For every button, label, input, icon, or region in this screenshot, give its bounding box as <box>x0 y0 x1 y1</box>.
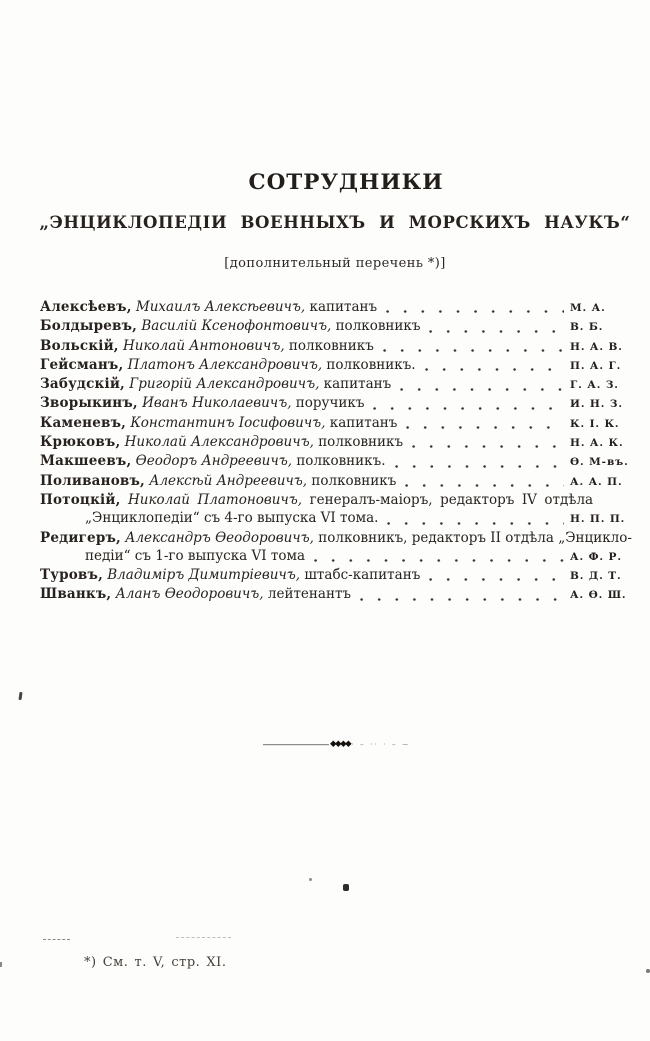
contributor-initials: Ѳ. М-въ. <box>570 456 629 469</box>
contributor-rank: капитанъ <box>323 376 392 393</box>
contributor-given-name: Иванъ Николаевичъ, <box>142 395 292 412</box>
contributor-surname: Зворыкинъ, <box>40 395 138 412</box>
contributor-initials: И. Н. З. <box>570 398 623 411</box>
contributor-entry-text <box>40 414 397 432</box>
contributor-rank: поручикъ <box>295 395 365 412</box>
contributor-rank: полковникъ, редакторъ II отдѣла „Энцикло- <box>318 529 632 546</box>
dot-leader <box>429 566 564 585</box>
contributor-entry-text <box>40 472 396 490</box>
footnote-rule-fragment <box>176 937 231 938</box>
contributor-given-name: Василій Ксенофонтовичъ, <box>141 318 332 335</box>
contributor-initials: В. Д. Т. <box>570 570 622 583</box>
contributor-surname: Крюковъ, <box>40 434 121 451</box>
contributor-row <box>40 452 632 471</box>
contributor-given-name: Николай Платоновичъ, <box>128 491 303 508</box>
contributor-initials: А. Ѳ. Ш. <box>570 589 627 602</box>
contributor-entry-text <box>40 317 420 335</box>
contributor-initials: К. І. К. <box>570 417 620 430</box>
contributor-initials: Н. А. В. <box>570 340 623 353</box>
contributor-surname: Алексѣевъ, <box>40 299 132 315</box>
contributor-given-name: Николай Антоновичъ, <box>123 337 285 354</box>
contributor-entry-text <box>40 529 632 547</box>
dot-leader <box>406 414 564 433</box>
contributor-surname: Болдыревъ, <box>40 318 138 335</box>
contributor-surname: Туровъ, <box>40 567 103 584</box>
contributor-given-name: Платонъ Александровичъ, <box>127 356 323 373</box>
contributor-rank: капитанъ <box>329 414 398 431</box>
contributor-entry-text <box>40 298 377 316</box>
contributor-surname: Потоцкій, <box>40 491 121 508</box>
page-subtitle: „ЭНЦИКЛОПЕДІИ ВОЕННЫХЪ И МОРСКИХЪ НАУКЪ“ <box>39 213 631 232</box>
contributor-given-name: Константинъ Іосифовичъ, <box>130 414 326 431</box>
contributor-list <box>40 298 632 605</box>
contributor-given-name: Григорій Александровичъ, <box>129 376 320 393</box>
contributor-entry-text <box>40 491 593 509</box>
dot-leader <box>412 433 564 452</box>
contributor-entry-text <box>85 509 378 527</box>
dot-leader <box>383 337 564 356</box>
dot-leader <box>386 298 564 317</box>
contributor-surname: Редигеръ, <box>40 529 121 546</box>
contributor-initials: Г. А. З. <box>570 379 619 392</box>
contributor-given-name: Алексѣй Андреевичъ, <box>149 472 308 489</box>
supplementary-list-note: [дополнительный перечень *)] <box>224 256 446 271</box>
contributor-surname: Вольскій, <box>40 337 119 354</box>
footnote: *) См. т. V, стр. XI. <box>84 955 227 970</box>
scan-speck <box>343 884 349 891</box>
contributor-row <box>40 375 632 394</box>
contributor-entry-text <box>40 356 416 374</box>
dot-leader <box>360 585 564 604</box>
contributor-entry-wrap: педіи“ съ 1-го выпуска VI тома <box>85 547 306 564</box>
dot-leader <box>400 375 564 394</box>
contributor-entry-text <box>40 452 386 470</box>
contributor-row <box>40 337 632 356</box>
dot-leader <box>373 394 564 413</box>
contributor-row <box>40 433 632 452</box>
contributor-entry-text <box>40 585 351 603</box>
contributor-rank: полковникъ <box>288 337 374 354</box>
contributor-initials: А. А. П. <box>570 475 623 488</box>
contributor-row <box>40 566 632 585</box>
contributor-surname: Забудскій, <box>40 376 125 393</box>
contributor-surname: Макшеевъ, <box>40 453 132 470</box>
contributor-rank: полковникъ. <box>326 356 416 373</box>
contributor-rank: лейтенантъ <box>267 586 351 603</box>
contributor-given-name: Михаилъ Алексѣевичъ, <box>135 299 306 315</box>
contributor-rank: полковникъ <box>335 318 421 335</box>
contributor-row <box>40 491 632 509</box>
dot-leader <box>314 547 564 566</box>
dot-leader <box>425 356 564 375</box>
contributor-entry-text <box>40 394 364 412</box>
contributor-row <box>40 317 632 336</box>
page-title: СОТРУДНИКИ <box>248 170 444 195</box>
contributor-given-name: Ѳеодоръ Андреевичъ, <box>135 453 293 470</box>
contributor-rank: полковникъ <box>311 472 397 489</box>
contributor-entry-text <box>85 547 305 565</box>
contributor-row <box>40 585 632 604</box>
contributor-surname: Шванкъ, <box>40 586 112 603</box>
contributor-given-name: Александръ Ѳеодоровичъ, <box>125 529 314 546</box>
dot-leader <box>405 472 564 491</box>
contributor-given-name: Николай Александровичъ, <box>124 434 314 451</box>
contributor-initials: П. А. Г. <box>570 359 622 372</box>
contributor-entry-text <box>40 566 420 584</box>
contributor-row <box>40 529 632 547</box>
contributor-initials: В. Б. <box>570 321 604 334</box>
contributor-row <box>40 472 632 491</box>
contributor-rank: полковникъ. <box>296 453 386 470</box>
scan-speck <box>646 969 650 973</box>
contributor-entry-wrap: „Энциклопедіи“ съ 4-го выпуска VI тома. <box>85 510 379 527</box>
contributor-rank: генералъ-маіоръ, редакторъ IV отдѣла <box>309 491 594 508</box>
contributor-rank: капитанъ <box>309 299 378 315</box>
contributor-row <box>40 414 632 433</box>
divider-line-left <box>263 744 329 745</box>
contributor-row <box>40 356 632 375</box>
divider-line-right: · – ·· · – ~ <box>351 739 411 749</box>
contributor-initials: А. Ф. Р. <box>570 550 622 563</box>
contributor-initials: Н. А. К. <box>570 437 624 450</box>
contributor-given-name: Владиміръ Димитріевичъ, <box>107 567 301 584</box>
contributor-surname: Каменевъ, <box>40 414 127 431</box>
contributor-initials: М. А. <box>570 302 606 314</box>
contributor-entry-text <box>40 337 374 355</box>
contributor-initials: Н. П. П. <box>570 513 626 526</box>
contributor-rank: полковникъ <box>318 434 404 451</box>
scan-speck <box>309 878 312 881</box>
contributor-row-continuation <box>40 509 632 528</box>
dot-leader <box>395 452 565 471</box>
footnote-rule-fragment <box>43 939 70 940</box>
scan-speck <box>0 962 2 967</box>
contributor-surname: Гейсманъ, <box>40 356 124 373</box>
section-divider <box>263 738 443 750</box>
divider-ornament-icon: ◆◆◆◆ <box>330 738 351 749</box>
contributor-row <box>40 298 632 317</box>
dot-leader <box>387 509 564 528</box>
contributor-row <box>40 394 632 413</box>
contributor-rank: штабс-капитанъ <box>304 567 421 584</box>
dot-leader <box>429 317 564 336</box>
contributor-surname: Поливановъ, <box>40 472 145 489</box>
contributor-row-continuation <box>40 547 632 566</box>
contributor-given-name: Аланъ Ѳеодоровичъ, <box>115 586 264 603</box>
contributor-entry-text <box>40 433 403 451</box>
scan-speck <box>18 692 22 700</box>
contributor-entry-text <box>40 375 391 393</box>
